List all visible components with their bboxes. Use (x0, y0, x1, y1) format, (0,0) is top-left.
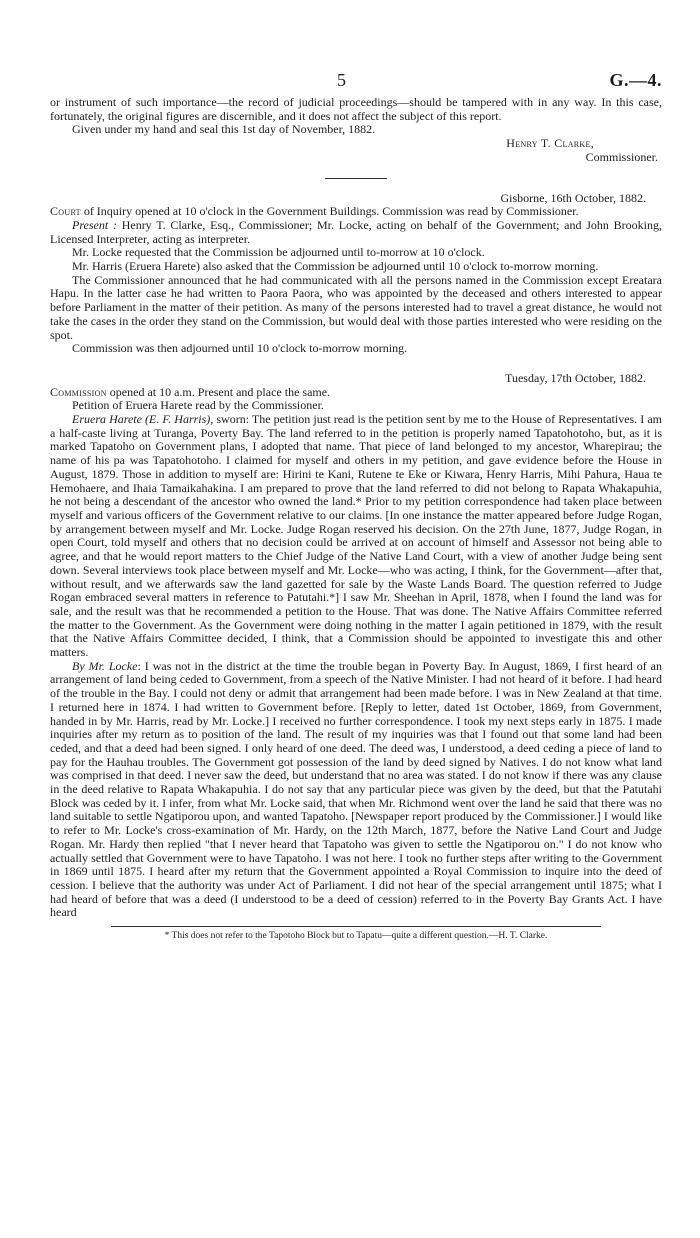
court-text: of Inquiry opened at 10 o'clock in the Government Buildings. Commission was read by Commissioner. (80, 204, 579, 219)
court-date: Gisborne, 16th October, 1882. (500, 190, 646, 205)
cross-lead: By Mr. Locke (72, 658, 138, 673)
intro-paragraph: or instrument of such importance—the record of judicial proceedings—should be tampered with in any way. In this case, fortunately, the original figures are discernible, and it does not affect the subject of this report. (50, 95, 662, 123)
signature-name: Henry T. Clarke, (506, 136, 594, 151)
footnote: * This does not refer to the Tapotoho Block but to Tapatu—quite a different question.—H. T. Clarke. (164, 931, 548, 942)
signature-title: Commissioner. (585, 149, 658, 164)
locke-request-paragraph: Mr. Locke requested that the Commission be adjourned until to-morrow at 10 o'clock. (72, 245, 485, 260)
section-divider (325, 178, 387, 179)
evidence-paragraph (50, 413, 662, 660)
present-lead: Present : (72, 217, 117, 232)
harris-request-paragraph: Mr. Harris (Eruera Harete) also asked that the Commission be adjourned until 10 o'clock to-morrow morning. (72, 259, 599, 274)
present-text: Henry T. Clarke, Esq., Commissioner; Mr. Locke, acting on behalf of the Government; and John Brooking, Licensed Interpreter, acting as interpreter. (50, 217, 662, 246)
petition-read-paragraph: Petition of Eruera Harete read by the Commissioner. (72, 398, 324, 413)
evidence-text: sworn: The petition just read is the petition sent by me to the House of Representatives. I am a half-caste living at Turanga, Poverty Bay. The land referred to in the petition is properly named Tapatohotoho, but, as it is marked Tapatoho on Government plans, I adopted that name. That piece of land belonged to my ancestor, Wharepirau; the name of his pa was Tapatohotoho. I claimed for myself and others in my petition, and gave evidence before the House in August, 1879. Those in addition to myself are: Hirini te Kani, Rutene te Eke or Kiwara, Henry Harris, Mihi Pahura, Haua te Hemohaere, and Ihaia Tamaikahakina. I am prepared to prove that the land referred to did not belong to Rapata Whakapuhia, he not being a descendant of the ancestor who owned the land.* Prior to my petition correspondence had taken place between myself and various officers of the Government relative to our claims. [In one instance the matter appeared before Judge Rogan, by arrangement between myself and Mr. Locke. Judge Rogan reserved his decision. On the 27th June, 1877, Judge Rogan, in open Court, told myself and others that no decision could be arrived at on account of himself and Assessor not being able to agree, and that he would report matters to the Chief Judge of the Native Land Court, with a view of another Judge being sent down. Several interviews took place between myself and Mr. Locke—who was acting, I think, for the Government—after that, without result, and we afterwards saw the land gazetted for sale by the Waste Lands Board. The question referred to Judge Rogan embraced several matters in reference to Patutahi.*] I saw Mr. Sheehan in April, 1878, when I found the land was for sale, and the result was that he recommended a petition to the House. That was done. The Native Affairs Committee referred the matter to the Government. As the Government were doing nothing in the matter I again petitioned in 1879, with the result that the Native Affairs Committee decided, I think, that a Commission should be appointed to investigate this and other matters. (50, 412, 662, 660)
given-under-hand: Given under my hand and seal this 1st day of November, 1882. (72, 122, 376, 137)
cross-examination-paragraph (50, 660, 662, 920)
evidence-lead: Eruera Harete (E. F. Harris), (72, 412, 214, 427)
page-header (50, 70, 662, 96)
adjourned-paragraph: Commission was then adjourned until 10 o'clock to-morrow morning. (72, 341, 408, 356)
commission-lead: Commission (50, 384, 107, 399)
announcement-paragraph: The Commissioner announced that he had communicated with all the persons named in the Commission except Ereatara Hapu. In the latter case he had written to Paora Paora, who was appointed by the deceased and others interested to appear before Parliament in the matter of their petition. As many of the persons interested had to travel a great distance, he would not take the cases in the order they stand on the Commission, but would deal with those parties interested who were residing on the spot. (50, 272, 662, 342)
spacer (50, 356, 662, 372)
document-page (50, 70, 662, 942)
footnote-divider (111, 926, 601, 927)
court-lead: Court (50, 204, 81, 219)
page-number: 5 (337, 70, 346, 90)
day2-date: Tuesday, 17th October, 1882. (505, 370, 646, 385)
present-paragraph (50, 219, 662, 246)
commission-opened-paragraph (50, 386, 662, 400)
document-reference: G.—4. (609, 70, 662, 90)
court-opened-paragraph (50, 205, 662, 219)
cross-text: : I was not in the district at the time the trouble began in Poverty Bay. In August, 1869, I first heard of an arrangement of land being ceded to Government, from a speech of the Native Minister. I had not heard of it before. I had heard of the trouble in the Bay. I could not deny or admit that arrangement had been made before. I was in New Zealand at that time. I returned here in 1874. I had written to Government before. [Reply to letter, dated 1st October, 1869, from Government, handed in by Mr. Harris, read by Mr. Locke.] I received no further correspondence. I took my next steps early in 1875. I made inquiries after my return as to position of the land. The result of my inquiries was that I found out that some land had been ceded, and that a deed had been signed. I only heard of one deed. The deed was, I understood, a deed ceding a piece of land to pay for the Hauhau troubles. The Government got possession of the land by deed signed by Natives. I do not know what land was comprised in that deed. I never saw the deed, but understand that no area was stated. I do not know if there was any clause in the deed relative to Rapata Whakapuhia. I do not say that any particular piece was given by the deed, but that the Patutahi Block was ceded by it. I infer, from what Mr. Locke said, that when Mr. Richmond went over the land he said that there was no land suitable to settle Ngatiporou upon, and wanted Tapatoho. [Newspaper report produced by the Commissioner.] I would like to refer to Mr. Locke's cross-examination of Mr. Hardy, on the 12th March, 1877, before the Native Land Court and Judge Rogan. Mr. Hardy then replied "that I never heard that Tapatoho was given to settle the Ngatiporou on." I do not know who actually settled that Government were to have Tapatoho. I was not here. I took no further steps after writing to the Government in 1869 until 1875. I heard after my return that the Government appointed a Royal Commission to inquire into the deed of cession. I believe that the authority was under Act of Parliament. I did not hear of the special arrangement until 1875; what I had heard of before that was a deed (I understood to be a deed of cession) referred to in the Poverty Bay Grants Act. I have heard (50, 658, 662, 920)
commission-text: opened at 10 a.m. Present and place the same. (106, 384, 331, 399)
